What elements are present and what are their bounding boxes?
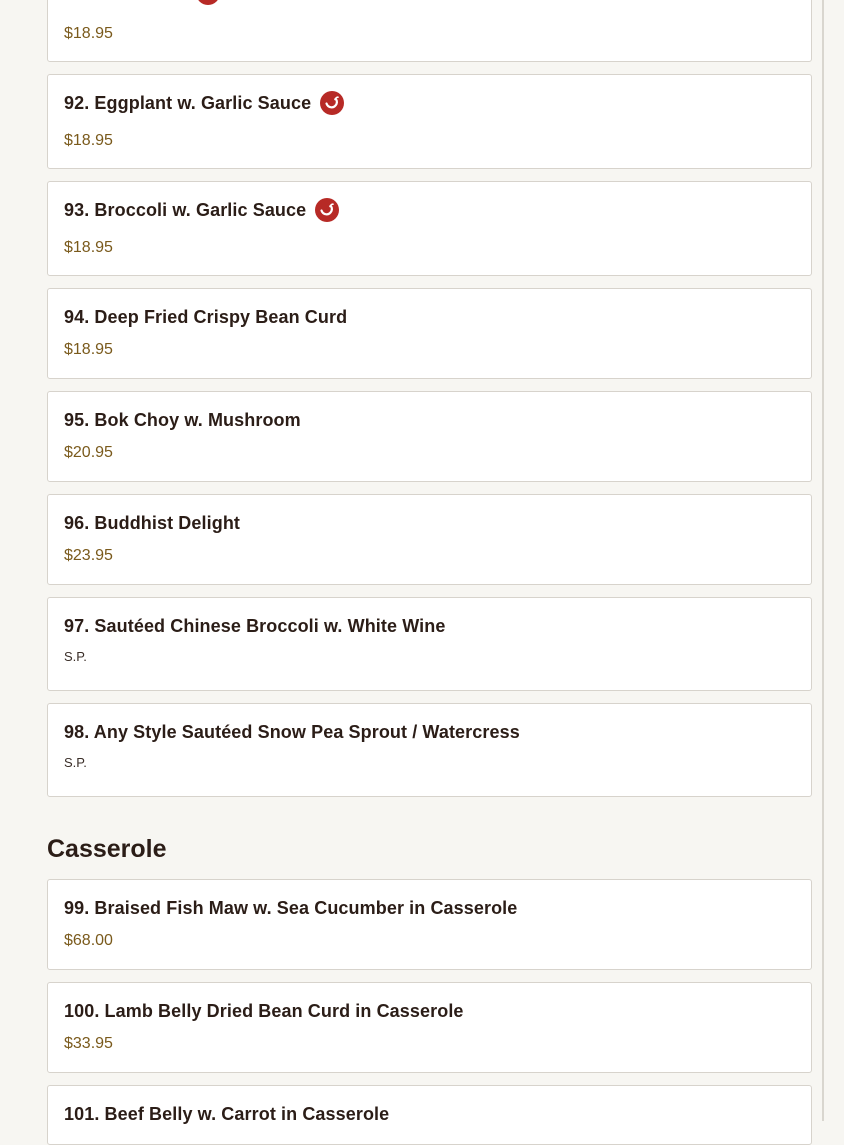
item-title bbox=[64, 510, 240, 536]
item-price: $68.00 bbox=[64, 932, 113, 949]
item-price: $18.95 bbox=[64, 341, 113, 358]
item-price: $33.95 bbox=[64, 1035, 113, 1052]
item-title bbox=[64, 895, 517, 921]
menu-item-card[interactable] bbox=[47, 391, 812, 482]
menu-item-card[interactable] bbox=[47, 74, 812, 169]
item-name: 94. Deep Fried Crispy Bean Curd bbox=[64, 306, 348, 327]
item-title bbox=[64, 407, 301, 433]
menu-item-card[interactable] bbox=[47, 494, 812, 585]
item-name: 98. Any Style Sautéed Snow Pea Sprout / Watercress bbox=[64, 721, 520, 742]
item-title bbox=[64, 613, 445, 639]
item-name: 99. Braised Fish Maw w. Sea Cucumber in Casserole bbox=[64, 897, 518, 918]
item-name: 96. Buddhist Delight bbox=[64, 512, 241, 533]
item-title bbox=[64, 719, 520, 745]
item-title bbox=[64, 0, 220, 5]
item-title bbox=[64, 1101, 389, 1127]
menu-item-card[interactable] bbox=[47, 879, 812, 970]
item-price: $18.95 bbox=[64, 25, 113, 42]
item-price: $23.95 bbox=[64, 547, 113, 564]
item-name: 100. Lamb Belly Dried Bean Curd in Casserole bbox=[64, 1000, 464, 1021]
chili-pepper-icon bbox=[196, 0, 220, 5]
menu-item-card[interactable] bbox=[47, 703, 812, 797]
item-title bbox=[64, 304, 347, 330]
item-price: $20.95 bbox=[64, 444, 113, 461]
menu-item-card[interactable] bbox=[47, 1085, 812, 1145]
menu-item-card[interactable] bbox=[47, 181, 812, 276]
chili-pepper-icon bbox=[315, 198, 339, 222]
item-price-seasonal: S.P. bbox=[64, 649, 87, 664]
menu-item-card[interactable] bbox=[47, 982, 812, 1073]
page-scroll-divider bbox=[822, 0, 824, 1121]
item-title bbox=[64, 998, 464, 1024]
item-name: 101. Beef Belly w. Carrot in Casserole bbox=[64, 1103, 390, 1124]
item-name: 97. Sautéed Chinese Broccoli w. White Wine bbox=[64, 615, 446, 636]
menu-item-card[interactable] bbox=[47, 288, 812, 379]
item-name: 95. Bok Choy w. Mushroom bbox=[64, 409, 301, 430]
menu-item-card[interactable] bbox=[47, 597, 812, 691]
item-title bbox=[64, 90, 344, 116]
item-price: $18.95 bbox=[64, 132, 113, 149]
item-price: $18.95 bbox=[64, 239, 113, 256]
menu-item-card[interactable] bbox=[47, 0, 812, 62]
chili-pepper-icon bbox=[320, 91, 344, 115]
item-name: 93. Broccoli w. Garlic Sauce bbox=[64, 199, 307, 220]
item-title bbox=[64, 197, 339, 223]
menu-column bbox=[47, 0, 812, 1145]
item-name: 92. Eggplant w. Garlic Sauce bbox=[64, 92, 312, 113]
item-price-seasonal: S.P. bbox=[64, 755, 87, 770]
section-heading-casserole: Casserole bbox=[47, 835, 167, 863]
